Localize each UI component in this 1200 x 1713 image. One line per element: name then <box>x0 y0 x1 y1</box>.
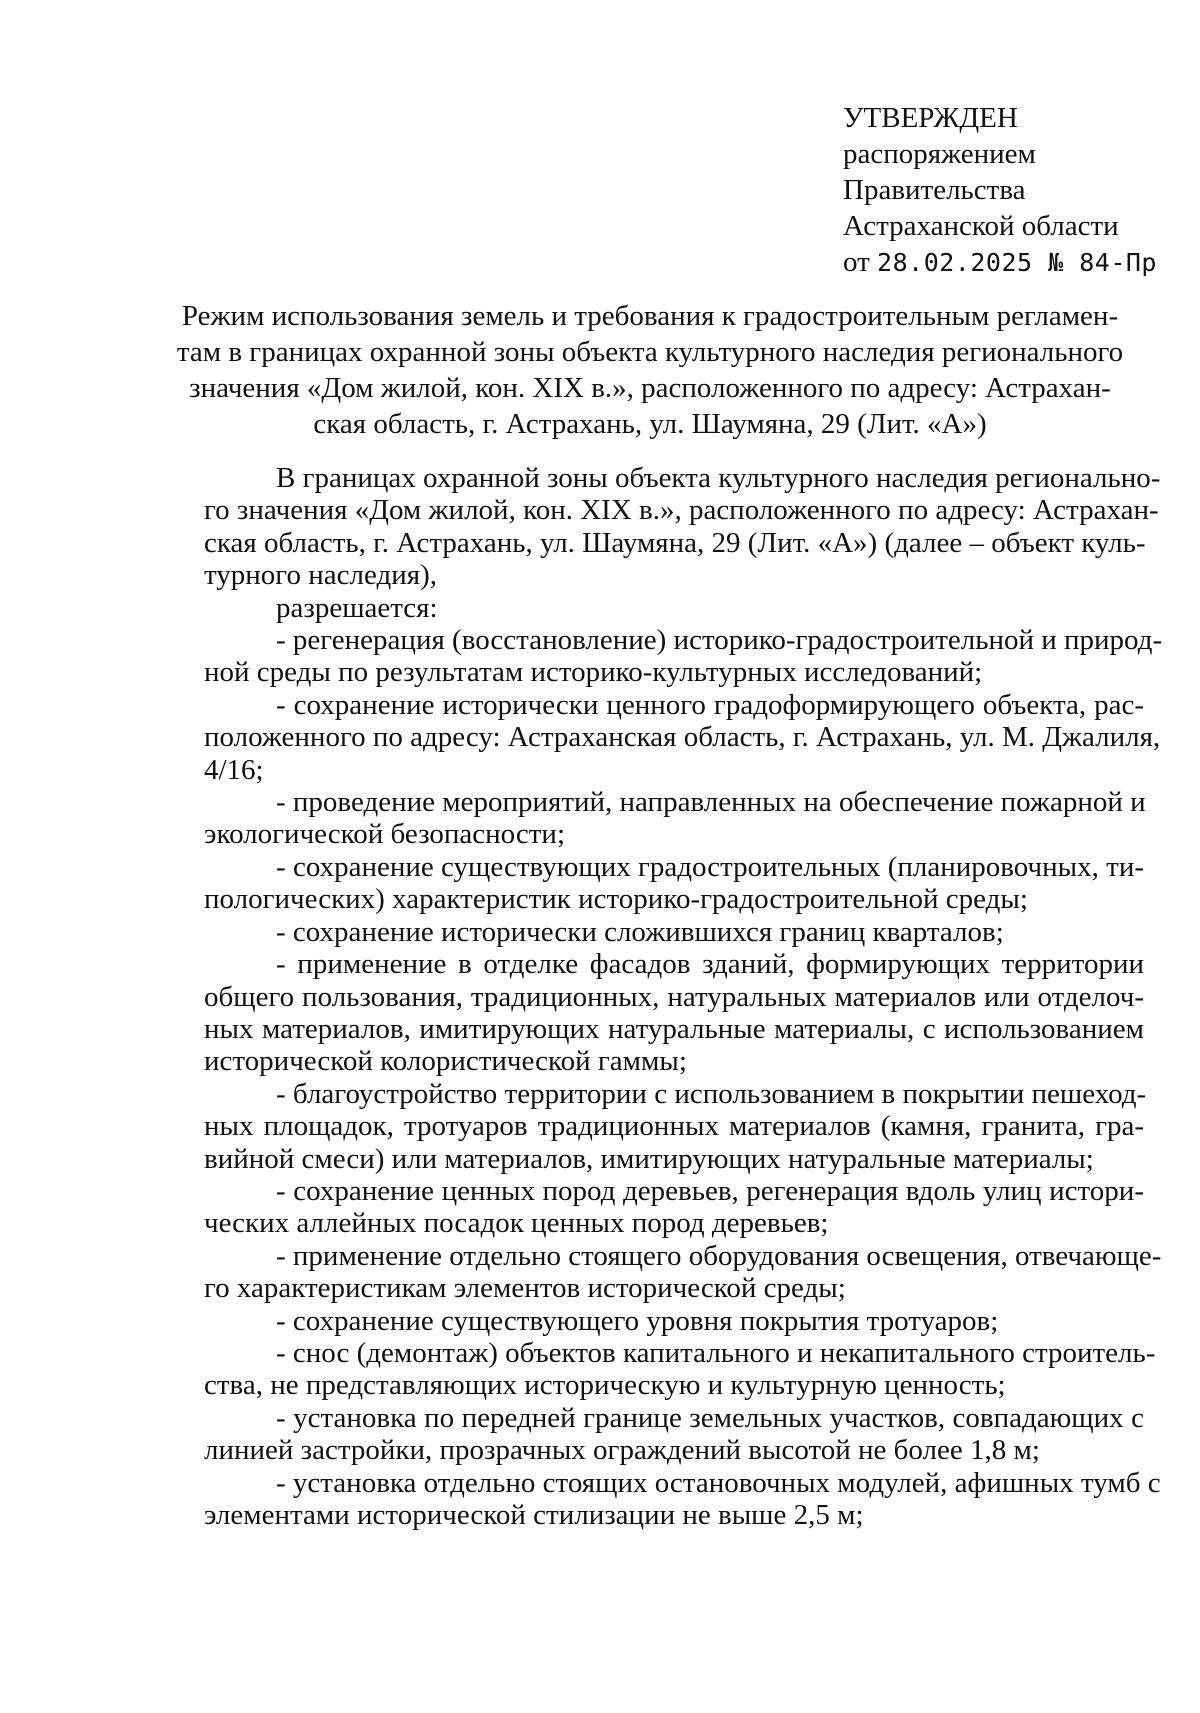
approval-from-label: от <box>843 246 870 278</box>
list-item-line: - снос (демонтаж) объектов капитального и некапитального строитель- <box>276 1336 1156 1369</box>
list-item-line: - сохранение исторически ценного градоформирующего объекта, рас- <box>276 688 1144 721</box>
approval-date-number: 28.02.2025 № 84-Пр <box>877 248 1157 277</box>
title-line-4: ская область, г. Астрахань, ул. Шаумяна, 29 (Лит. «А») <box>313 408 987 440</box>
list-item-line: общего пользования, традиционных, натуральных материалов или отделоч- <box>204 980 1144 1013</box>
list-item <box>204 1239 1162 1305</box>
list-item-line: исторической колористической гаммы; <box>204 1045 687 1078</box>
allowed-label: разрешается: <box>276 591 438 624</box>
list-item <box>204 851 1144 916</box>
list-item-line: вийной смеси) или материалов, имитирующих натуральные материалы; <box>204 1142 1094 1175</box>
approval-line-1: распоряжением <box>843 138 1036 170</box>
list-item-line: - сохранение существующего уровня покрытия тротуаров; <box>276 1304 999 1337</box>
list-item-line: - проведение мероприятий, направленных на обеспечение пожарной и <box>276 786 1146 819</box>
list-item-line: экологической безопасности; <box>204 818 566 851</box>
list-item-line: пологических) характеристик историко-градостроительной среды; <box>204 883 1028 916</box>
list-item-line: ных площадок, тротуаров традиционных материалов (камня, гранита, гра- <box>204 1110 1144 1143</box>
title-line-2: там в границах охранной зоны объекта культурного наследия регионального <box>176 336 1124 368</box>
list-item <box>204 1077 1147 1175</box>
approval-line-3: Астраханской области <box>843 210 1119 242</box>
list-item-line: положенного по адресу: Астраханская область, г. Астрахань, ул. М. Джалиля, <box>204 721 1161 754</box>
list-item-line: линией застройки, прозрачных ограждений высотой не более 1,8 м; <box>204 1434 1040 1467</box>
approval-date-line <box>843 244 1183 281</box>
list-item-line: элементами исторической стилизации не выше 2,5 м; <box>204 1499 864 1531</box>
list-item <box>204 948 1144 1078</box>
list-item-line: - применение отдельно стоящего оборудования освещения, отвечающе- <box>276 1239 1162 1272</box>
intro-line: го значения «Дом жилой, кон. XIX в.», расположенного по адресу: Астрахан- <box>204 494 1159 527</box>
intro-paragraph <box>204 462 1161 592</box>
list-item-line: - сохранение существующих градостроительных (планировочных, ти- <box>276 850 1144 883</box>
title-line-3: значения «Дом жилой, кон. XIX в.», расположенного по адресу: Астрахан- <box>189 372 1111 404</box>
intro-line: В границах охранной зоны объекта культурного наследия регионально- <box>276 462 1161 494</box>
list-item-line: го характеристикам элементов исторической среды; <box>204 1272 846 1305</box>
list-item <box>204 1336 1156 1402</box>
list-item <box>204 624 1163 689</box>
list-item-line: - сохранение ценных пород деревьев, регенерация вдоль улиц истори- <box>276 1174 1144 1207</box>
list-item-line: 4/16; <box>204 753 264 786</box>
allowed-items-list <box>204 624 1163 1531</box>
list-item-line: - сохранение исторически сложившихся границ кварталов; <box>276 915 1004 948</box>
list-item-line: - установка отдельно стоящих остановочных модулей, афишных тумб с <box>276 1466 1161 1499</box>
list-item-line: ной среды по результатам историко-культурных исследований; <box>204 656 983 689</box>
intro-line: ская область, г. Астрахань, ул. Шаумяна, 29 (Лит. «А») (далее – объект куль- <box>204 526 1146 559</box>
title-line-1: Режим использования земель и требования к градостроительным регламен- <box>181 300 1119 332</box>
document-body <box>204 462 1163 1531</box>
list-item-line: - благоустройство территории с использованием в покрытии пешеход- <box>276 1077 1147 1110</box>
list-item <box>204 1175 1144 1240</box>
list-item <box>204 1305 1144 1337</box>
list-item-line: ческих аллейных посадок ценных пород деревьев; <box>204 1207 829 1240</box>
list-item <box>204 688 1161 786</box>
approval-line-2: Правительства <box>843 174 1026 206</box>
list-item-line: ных материалов, имитирующих натуральные материалы, с использованием <box>204 1012 1144 1045</box>
document-title <box>150 298 1150 442</box>
list-item-line: - регенерация (восстановление) историко-градостроительной и природ- <box>276 624 1163 657</box>
approval-status: УТВЕРЖДЕН <box>843 102 1018 134</box>
intro-line: турного наследия), <box>204 559 437 592</box>
list-item-line: ства, не представляющих историческую и культурную ценность; <box>204 1369 1006 1402</box>
list-item-line: - применение в отделке фасадов зданий, формирующих территории <box>276 948 1144 981</box>
approval-block <box>843 100 1183 281</box>
list-item <box>204 916 1144 948</box>
list-item-line: - установка по передней границе земельных участков, совпадающих с <box>276 1401 1144 1434</box>
list-item <box>204 1466 1161 1532</box>
list-item <box>204 1402 1144 1467</box>
list-item <box>204 786 1144 851</box>
